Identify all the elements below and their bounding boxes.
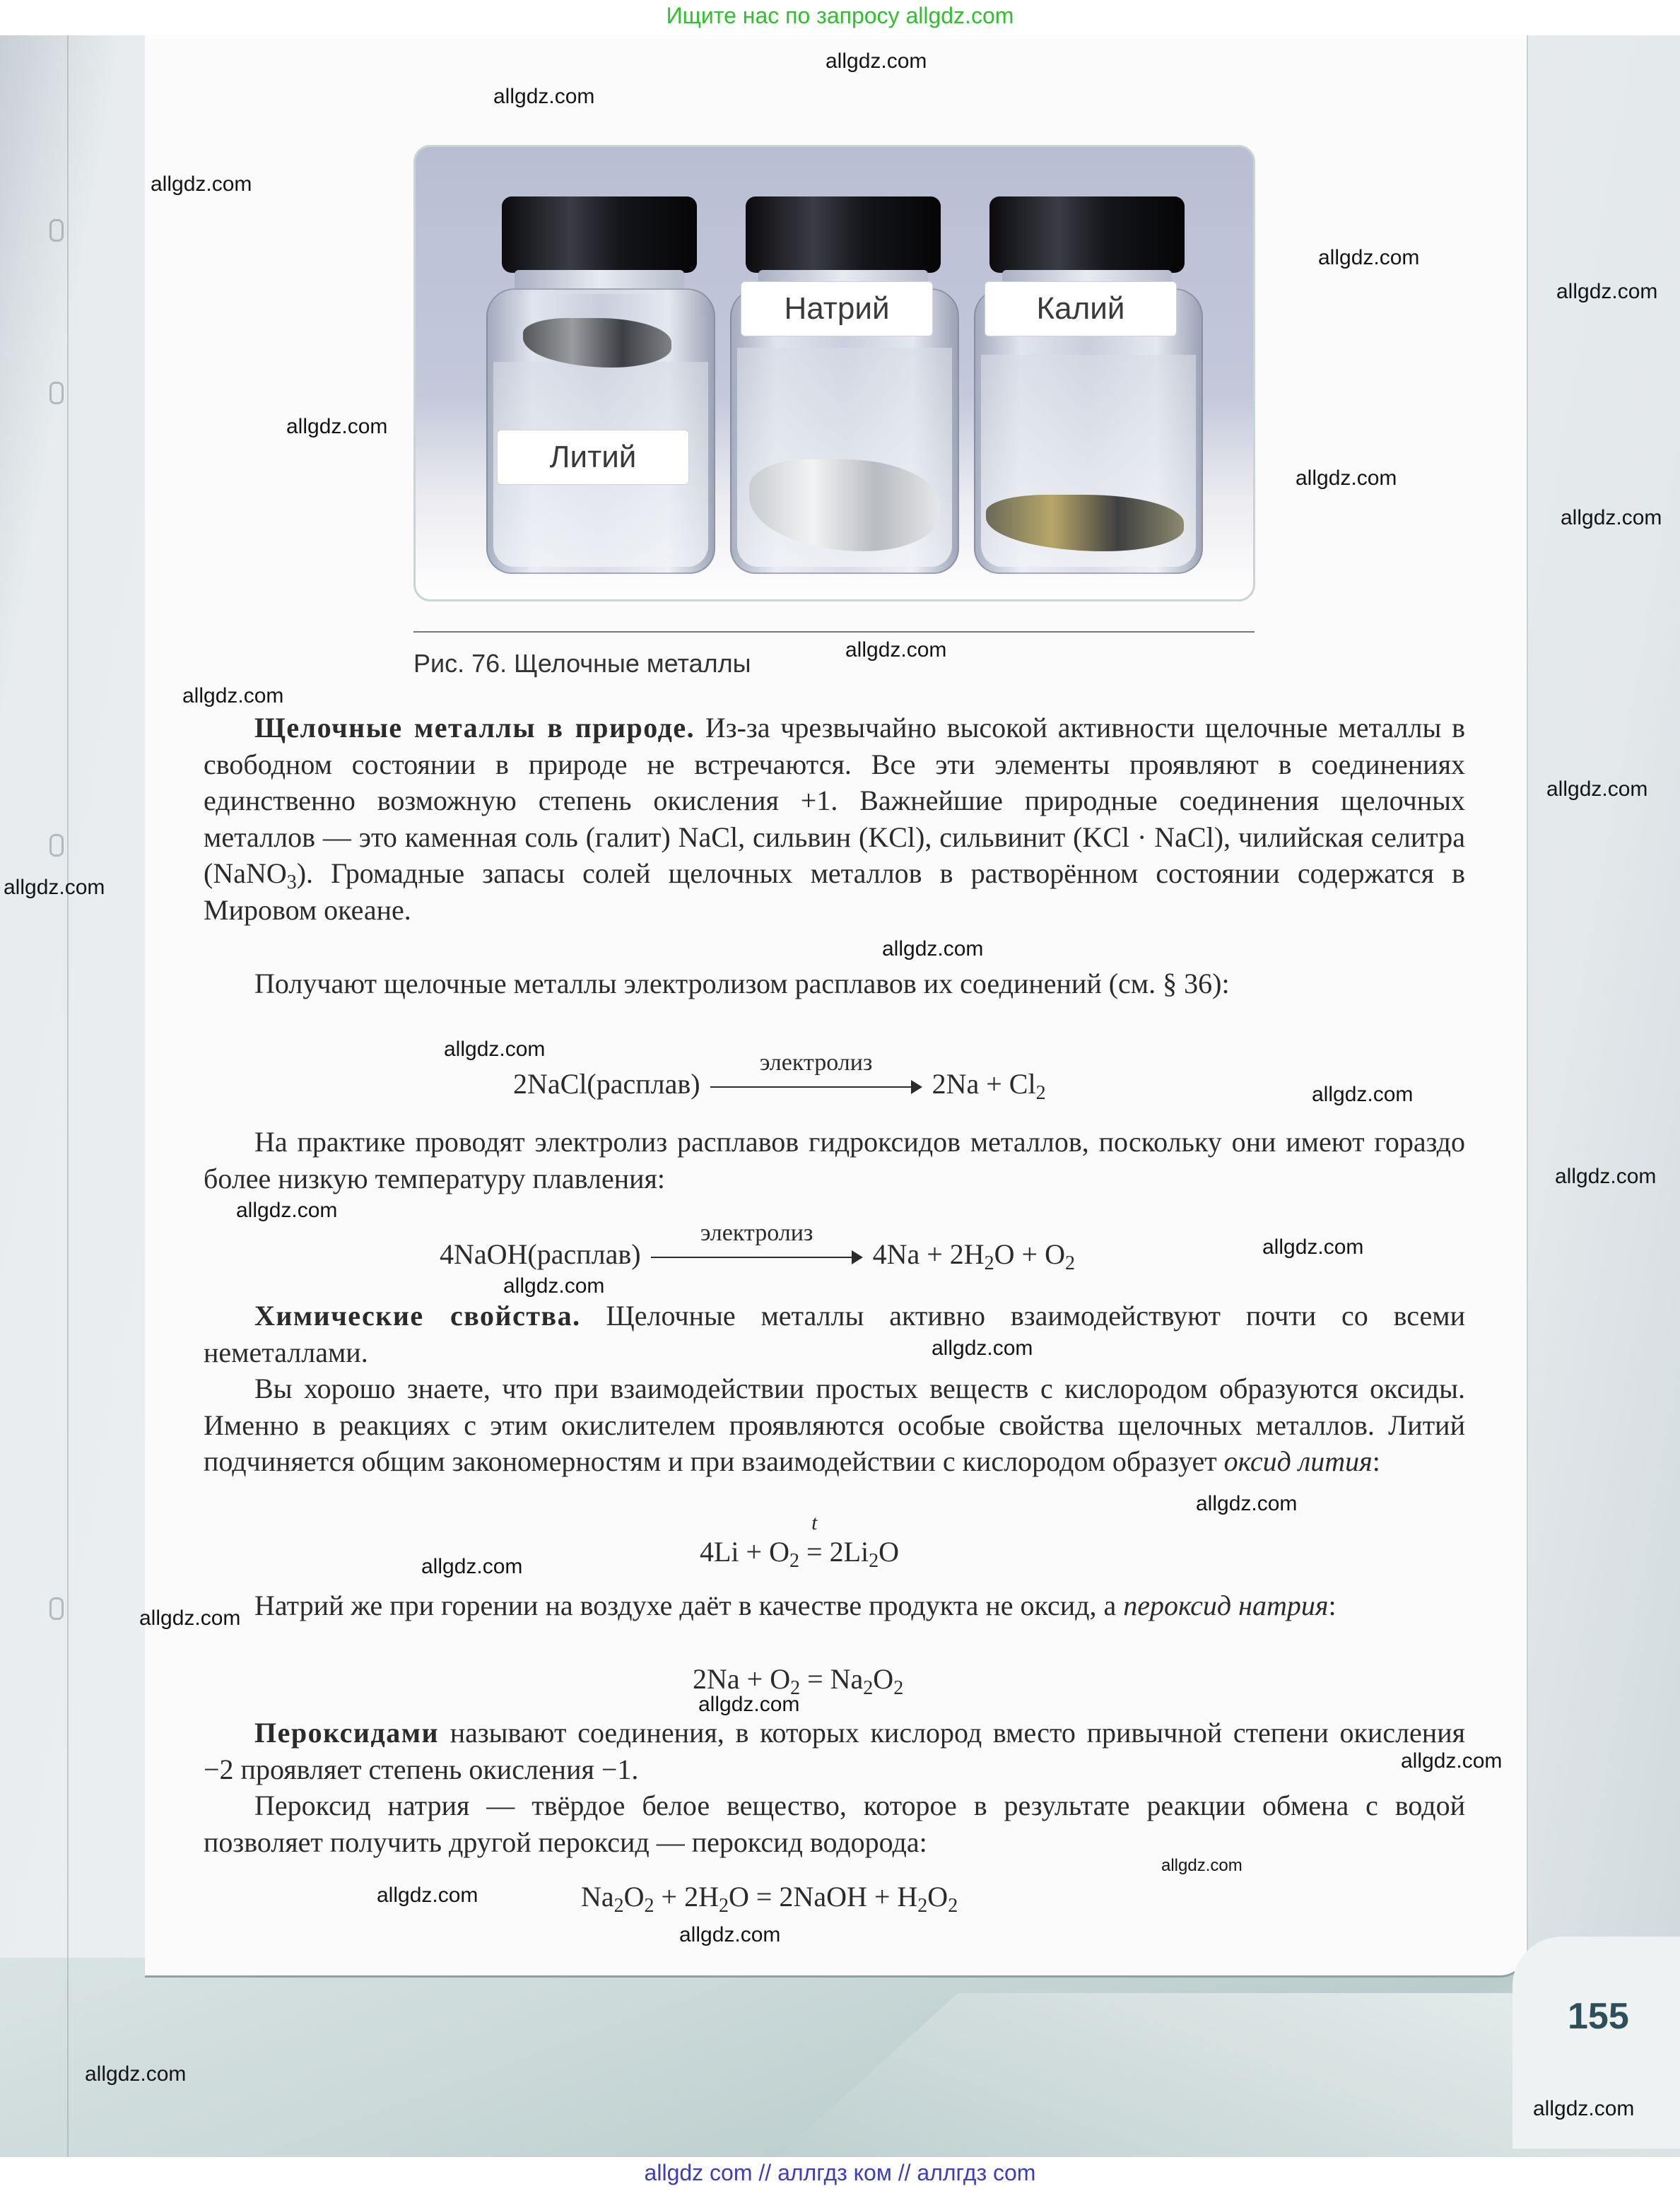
paragraph-production: Получают щелочные металлы электролизом расплавов их соединений (см. § 36): bbox=[254, 968, 1230, 999]
watermark: allgdz.com bbox=[4, 876, 105, 899]
paragraph-peroxides-definition bbox=[204, 1715, 1465, 1787]
binding-ring bbox=[49, 219, 64, 242]
watermark: allgdz.com bbox=[1401, 1749, 1503, 1773]
section-heading-chemical: Химические свойства. bbox=[254, 1300, 581, 1332]
jar-sodium bbox=[730, 196, 956, 571]
watermark: allgdz.com bbox=[679, 1923, 781, 1946]
page-number: 155 bbox=[1568, 1996, 1629, 2037]
subscript: 2 bbox=[644, 1895, 654, 1917]
reaction-arrow bbox=[651, 1219, 863, 1268]
watermark: allgdz.com bbox=[826, 49, 927, 73]
subscript: 2 bbox=[948, 1895, 958, 1917]
paragraph-text: Из-за чрезвычайно высокой активности щелочные металлы в свободном состоянии в природе не встречаются. Все эти элементы проявляют в соединениях единственно возможную степень окисления +1. Важнейшие природные соединения щелочных металлов — это каменная соль (галит) NaCl, сильвин (KCl), сильвинит (KCl · NaCl), чилийская селитра (NaNO bbox=[204, 712, 1465, 889]
equation-right: O bbox=[879, 1536, 899, 1568]
subscript: 2 bbox=[790, 1677, 801, 1699]
term-peroxides: Пероксидами bbox=[254, 1717, 439, 1749]
emphasis-text: пероксид натрия bbox=[1123, 1590, 1329, 1621]
jar-lithium bbox=[486, 196, 712, 571]
equation-left: 4NaOH(расплав) bbox=[440, 1238, 641, 1270]
paragraph-sodium-burning bbox=[204, 1587, 1465, 1624]
paragraph-text: называют соединения, в которых кислород вместо привычной степени окисления −2 проявляет степень окисления −1. bbox=[204, 1717, 1465, 1785]
watermark: allgdz.com bbox=[421, 1555, 523, 1578]
jar-lid bbox=[502, 196, 697, 273]
jar-label-lithium: Литий bbox=[497, 430, 689, 485]
equation-sodium-peroxide bbox=[693, 1662, 904, 1699]
paragraph-sodium-peroxide: Пероксид натрия — твёрдое белое вещество, которое в результате реакции обмена с водой позволяет получить другой пероксид — пероксид водорода: bbox=[204, 1790, 1465, 1858]
subscript: 2 bbox=[1065, 1252, 1076, 1274]
watermark: allgdz.com bbox=[1546, 777, 1648, 801]
subscript: 2 bbox=[984, 1252, 994, 1274]
equation-left: 2Na + O bbox=[693, 1663, 791, 1695]
subscript: 2 bbox=[893, 1677, 904, 1699]
equation-hydrogen-peroxide bbox=[581, 1880, 958, 1917]
binding-ring bbox=[49, 382, 64, 404]
section-heading-nature: Щелочные металлы в природе. bbox=[254, 712, 695, 744]
watermark: allgdz.com bbox=[444, 1038, 546, 1061]
watermark: allgdz.com bbox=[1318, 246, 1420, 269]
top-banner[interactable]: Ищите нас по запросу allgdz.com bbox=[666, 3, 1014, 28]
watermark: allgdz.com bbox=[182, 684, 284, 707]
heating-mark: t bbox=[811, 1511, 818, 1534]
subscript: 2 bbox=[917, 1895, 928, 1917]
watermark: allgdz.com bbox=[1262, 1235, 1364, 1259]
watermark: allgdz.com bbox=[932, 1337, 1033, 1360]
watermark: allgdz.com bbox=[151, 172, 252, 196]
watermark: allgdz.com bbox=[882, 937, 984, 961]
watermark: allgdz.com bbox=[503, 1274, 605, 1298]
equation-right: 2Li bbox=[829, 1536, 869, 1568]
subscript: 2 bbox=[1035, 1082, 1046, 1104]
lithium-pieces bbox=[523, 318, 671, 368]
jar-potassium bbox=[974, 196, 1200, 571]
paragraph-text: : bbox=[1328, 1590, 1337, 1621]
heating-equals bbox=[806, 1511, 823, 1568]
equation-right: O + O bbox=[994, 1238, 1066, 1270]
watermark: allgdz.com bbox=[139, 1606, 241, 1630]
paragraph-text: : bbox=[1372, 1445, 1380, 1477]
paragraph-text: Вы хорошо знаете, что при взаимодействии простых веществ с кислородом образуются оксиды. Именно в реакциях с этим окислителем проявляются особые свойства щелочных металлов. Литий подчиняется общим закономерностям и при взаимодействии с кислородом образует bbox=[204, 1373, 1465, 1477]
equation-part: O = 2NaOH + H bbox=[728, 1881, 918, 1913]
arrow-label: электролиз bbox=[759, 1049, 873, 1076]
subscript: 2 bbox=[863, 1677, 874, 1699]
watermark: allgdz.com bbox=[1161, 1856, 1243, 1875]
subscript: 2 bbox=[718, 1895, 729, 1917]
equation-part: O bbox=[927, 1881, 948, 1913]
equation-lithium-oxide bbox=[700, 1511, 899, 1572]
watermark: allgdz.com bbox=[1312, 1083, 1414, 1106]
watermark: allgdz.com bbox=[493, 85, 595, 108]
watermark: allgdz.com bbox=[1555, 1165, 1657, 1188]
alkali-metals-photo bbox=[413, 145, 1255, 601]
jar-lid bbox=[746, 196, 941, 273]
equation-left: 2NaCl(расплав) bbox=[513, 1068, 700, 1100]
equation-left: 4Li + O bbox=[700, 1536, 789, 1568]
subscript: 2 bbox=[789, 1550, 799, 1572]
equation-naoh-electrolysis bbox=[440, 1219, 1076, 1274]
caption-rule bbox=[413, 631, 1255, 633]
equation-part: Na bbox=[581, 1881, 614, 1913]
subscript: 3 bbox=[286, 871, 297, 893]
watermark: allgdz.com bbox=[698, 1693, 800, 1716]
watermark: allgdz.com bbox=[1196, 1492, 1298, 1515]
equation-right: = Na bbox=[800, 1663, 864, 1695]
equals-sign: = bbox=[806, 1536, 823, 1568]
paragraph-oxides bbox=[204, 1370, 1465, 1480]
paragraph-hydroxide: На практике проводят электролиз расплавов гидроксидов металлов, поскольку они имеют гораздо более низкую температуру плавления: bbox=[204, 1126, 1465, 1194]
equation-part: O bbox=[623, 1881, 645, 1913]
reaction-arrow bbox=[710, 1049, 922, 1098]
book-binding bbox=[39, 35, 69, 2157]
watermark: allgdz.com bbox=[1533, 2097, 1635, 2120]
equation-nacl-electrolysis bbox=[513, 1049, 1046, 1104]
paragraph-nature bbox=[204, 710, 1465, 928]
watermark: allgdz.com bbox=[1561, 506, 1662, 529]
equation-right: 2Na + Cl bbox=[932, 1068, 1036, 1100]
watermark: allgdz.com bbox=[1296, 466, 1397, 490]
jar-label-potassium: Калий bbox=[985, 281, 1177, 336]
arrow-label: электролиз bbox=[700, 1219, 813, 1246]
binding-ring bbox=[49, 1597, 64, 1620]
watermark: allgdz.com bbox=[377, 1884, 478, 1907]
equation-right: 4Na + 2H bbox=[872, 1238, 985, 1270]
jar-lid bbox=[989, 196, 1185, 273]
bottom-banner[interactable]: allgdz com // аллгдз ком // аллгдз com bbox=[644, 2160, 1036, 2185]
paragraph-text: ). Громадные запасы солей щелочных металлов в растворённом состоянии содержатся в Мировом океане. bbox=[204, 857, 1465, 926]
watermark: allgdz.com bbox=[845, 638, 947, 662]
watermark: allgdz.com bbox=[286, 415, 388, 438]
binding-ring bbox=[49, 834, 64, 857]
jar-label-sodium: Натрий bbox=[741, 281, 933, 336]
subscript: 2 bbox=[869, 1550, 879, 1572]
equation-right: O bbox=[873, 1663, 894, 1695]
emphasis-text: оксид лития bbox=[1223, 1445, 1373, 1477]
watermark: allgdz.com bbox=[236, 1199, 338, 1222]
figure-caption: Рис. 76. Щелочные металлы bbox=[413, 649, 751, 678]
equation-part: + 2H bbox=[654, 1881, 719, 1913]
watermark: allgdz.com bbox=[1556, 280, 1658, 303]
watermark: allgdz.com bbox=[85, 2062, 187, 2086]
paragraph-text: Натрий же при горении на воздухе даёт в качестве продукта не оксид, а bbox=[254, 1590, 1124, 1621]
subscript: 2 bbox=[613, 1895, 624, 1917]
paragraph-chemical-properties bbox=[204, 1298, 1465, 1370]
paragraph-text: Щелочные металлы активно взаимодействуют почти со всеми неметаллами. bbox=[204, 1300, 1465, 1368]
